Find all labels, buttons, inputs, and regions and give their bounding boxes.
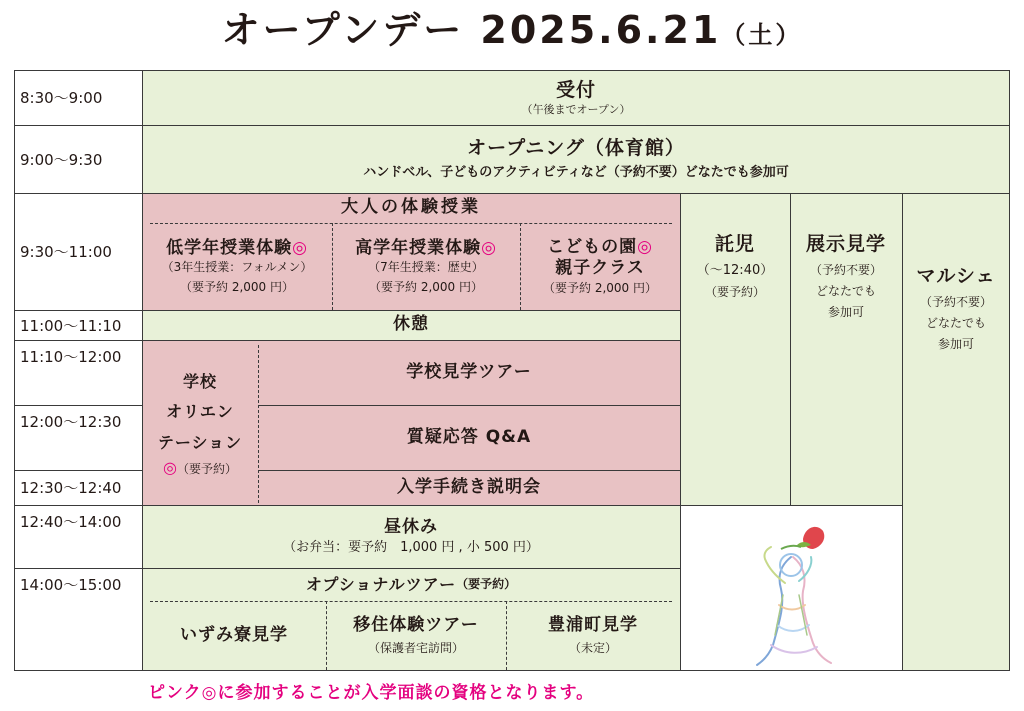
time-slot-1240: 12:40〜14:00 (14, 505, 142, 568)
marche-cell: マルシェ （予約不要） どなたでも 参加可 (902, 193, 1010, 670)
orientation-cell: 学校 オリエン テーション ◎（要予約） (142, 340, 258, 505)
childcare-cell: 託児 （〜12:40） （要予約） (680, 193, 790, 505)
time-slot-0900: 9:00〜9:30 (14, 125, 142, 193)
row-line (14, 310, 680, 311)
dashed-divider (506, 601, 507, 670)
dashed-divider (326, 601, 327, 670)
exhibition-cell: 展示見学 （予約不要） どなたでも 参加可 (790, 193, 902, 505)
adult-class-lower-grade: 低学年授業体験◎ （3年生授業：フォルメン） （要予約 2,000 円） (142, 223, 332, 310)
column-line (790, 193, 791, 505)
page-title: オープンデー 2025.6.21（土） (221, 8, 803, 52)
time-slot-1200: 12:00〜12:30 (14, 405, 142, 470)
row-line (14, 470, 142, 471)
row-line (14, 340, 680, 341)
child-with-strawberry-image (681, 505, 901, 670)
border-left (14, 70, 15, 670)
border-right (1009, 70, 1010, 671)
time-slot-0930: 9:30〜11:00 (14, 193, 142, 310)
row-line (14, 568, 680, 569)
column-line (680, 193, 681, 670)
opening-cell (142, 125, 1010, 193)
row-line (258, 470, 680, 471)
reception-sub: （午後までオープン） (521, 102, 631, 116)
dashed-divider (258, 345, 259, 503)
border-bottom (14, 670, 1010, 671)
footnote: ピンク◎に参加することが入学面談の資格となります。 (148, 683, 595, 703)
row-line (14, 505, 902, 506)
border-top (14, 70, 1010, 71)
row-line (14, 125, 1010, 126)
optional-relocation: 移住体験ツアー （保護者宅訪問） (326, 601, 506, 670)
lunch-cell: 昼休み （お弁当：要予約 1,000 円 , 小 500 円） (142, 505, 680, 568)
child-illustration (681, 505, 901, 670)
qa-cell: 質疑応答 Q&A (258, 405, 680, 470)
column-line (902, 193, 903, 670)
row-line (14, 193, 1010, 194)
reception-cell (142, 70, 1010, 125)
adult-class-upper-grade: 高学年授業体験◎ （7年生授業：歴史） （要予約 2,000 円） (332, 223, 520, 310)
adult-class-header: 大人の体験授業 (142, 193, 680, 223)
row-line (14, 405, 142, 406)
target-mark-icon: ◎ (292, 238, 308, 259)
target-mark-icon: ◎ (163, 458, 177, 478)
opening-label: オープニング（体育館） (467, 137, 685, 159)
target-mark-icon: ◎ (481, 238, 497, 259)
time-column-divider (142, 70, 143, 670)
target-mark-icon: ◎ (637, 236, 653, 257)
reception-label: 受付 (555, 78, 596, 101)
row-line (258, 405, 680, 406)
school-tour-cell: 学校見学ツアー (258, 340, 680, 405)
dashed-divider (332, 223, 333, 310)
time-slot-1400: 14:00〜15:00 (14, 568, 142, 670)
time-slot-1110: 11:10〜12:00 (14, 340, 142, 405)
break-cell: 休憩 (142, 310, 680, 340)
time-slot-1230: 12:30〜12:40 (14, 470, 142, 505)
dashed-divider (150, 601, 672, 602)
opening-sub: ハンドベル、子どものアクティビティなど（予約不要）どなたでも参加可 (363, 164, 789, 180)
dashed-divider (520, 223, 521, 310)
optional-dormitory: いずみ寮見学 (142, 601, 326, 670)
optional-tour-header: オプショナルツアー （要予約） (142, 568, 680, 601)
optional-town: 豊浦町見学 （未定） (506, 601, 680, 670)
adult-class-kindergarten: こどもの園◎ 親子クラス （要予約 2,000 円） (520, 223, 680, 310)
dashed-divider (150, 223, 672, 224)
time-slot-1100: 11:00〜11:10 (14, 310, 142, 340)
time-slot-0830: 8:30〜9:00 (14, 70, 142, 125)
admission-cell: 入学手続き説明会 (258, 470, 680, 505)
